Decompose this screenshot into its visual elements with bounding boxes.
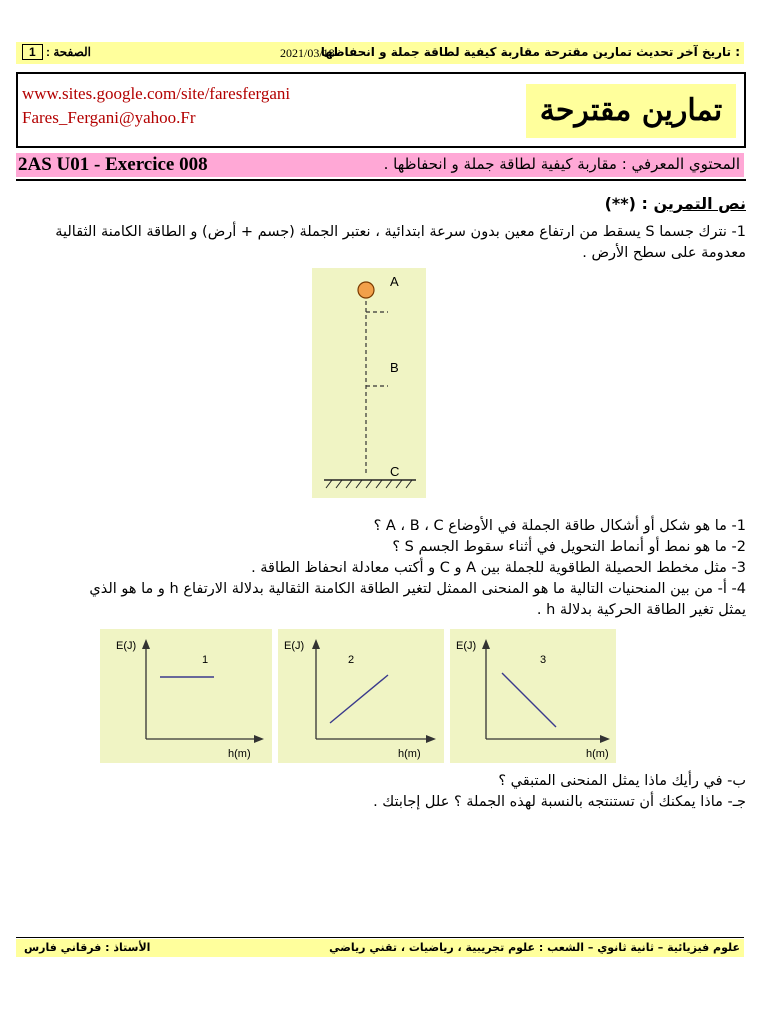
page-title: تمارين مقترحة [539,93,723,128]
graph-1-xlabel: h(m) [228,748,251,760]
intro-line-1: 1- نترك جسما S يسقط من ارتفاع معين بدون سرعة ابتدائية ، نعتبر الجملة (جسم + أرض) و الطاقة الكامنة الثقالية [55,224,746,240]
question-1: 1- ما هو شكل أو أشكال طاقة الجملة في الأوضاع A ، B ، C ؟ [373,518,746,534]
graph-3 [450,629,616,763]
graph-1-y-arrow [142,639,150,649]
graph-2-curve [330,675,388,723]
falling-body-figure [312,268,426,498]
graph-1 [100,629,272,763]
falling-body-drawing [312,268,426,498]
footer-subject: علوم فيزيائية – ثانية ثانوي – الشعب : علوم تجريبية ، رياضيات ، تقني رياضي [329,941,740,954]
contact-links [22,82,290,130]
graph-1-number: 1 [202,654,209,666]
graph-2-number: 2 [348,654,355,666]
ball [358,282,374,298]
statement-heading [605,194,746,213]
question-3: 3- مثل مخطط الحصيلة الطاقوية للجملة بين A و C و أكتب معادلة انحفاظ الطاقة . [251,560,746,576]
graph-card-2 [278,629,444,763]
footer-divider [16,937,744,938]
graph-3-ylabel: E(J) [456,640,477,652]
graph-3-xlabel: h(m) [586,748,609,760]
top-header-bar [16,42,744,64]
title-box [526,84,736,138]
exercise-code: 2AS U01 - Exercice 008 [18,154,208,175]
exercise-topic-band [250,153,744,177]
question-2: 2- ما هو نمط أو أنماط التحويل في أثناء سقوط الجسم S ؟ [392,539,746,555]
difficulty: : (**) [604,194,648,213]
divider [16,179,746,181]
footer-teacher: الأستاذ : فرقاني فارس [24,941,151,954]
graph-3-curve [502,673,556,727]
email-link[interactable]: Fares_Fergani@yahoo.Fr [22,108,196,127]
intro-line-2: معدومة على سطح الأرض . [582,245,746,261]
update-date: 2021/03/18 [280,46,335,60]
graph-2-ylabel: E(J) [284,640,305,652]
label-b: B [390,360,399,375]
graph-2 [278,629,444,763]
page-label: الصفحة : [46,45,92,59]
header-block [16,72,746,148]
graph-2-x-arrow [426,735,436,743]
question-4b: ب- في رأيك ماذا يمثل المنحنى المتبقي ؟ [498,773,746,789]
graph-1-ylabel: E(J) [116,640,137,652]
footer-bar [16,939,744,957]
ground-hatch [326,480,412,488]
label-a: A [390,274,399,289]
website-link[interactable]: www.sites.google.com/site/faresfergani [22,84,291,103]
exercise-topic: المحتوي المعرفي : مقاربة كيفية لطاقة جملة و انحفاظها . [383,155,740,173]
question-4c: جـ- ماذا يمكنك أن تستنتجه بالنسبة لهذه الجملة ؟ علل إجابتك . [373,794,746,810]
statement-heading-text: نص التمرين [653,194,746,213]
graph-card-1 [100,629,272,763]
page-indicator [22,44,91,60]
graph-2-y-arrow [312,639,320,649]
header-lesson-title: : تاريخ آخر تحديث تمارين مقترحة مقاربة كيفية لطاقة جملة و انحفاظها [320,45,740,59]
label-c: C [390,464,400,479]
graph-3-number: 3 [540,654,547,666]
graph-3-x-arrow [600,735,610,743]
page-number: 1 [22,44,43,60]
graph-3-y-arrow [482,639,490,649]
exercise-code-band [16,153,250,177]
question-4-line-1: 4- أ- من بين المنحنيات التالية ما هو المنحنى الممثل لتغير الطاقة الكامنة الثقالية بدلالة الارتفاع h و ما هو الذي [89,581,746,597]
graph-1-x-arrow [254,735,264,743]
graph-card-3 [450,629,616,763]
question-4-line-2: يمثل تغير الطاقة الحركية بدلالة h . [536,602,746,618]
graph-2-xlabel: h(m) [398,748,421,760]
